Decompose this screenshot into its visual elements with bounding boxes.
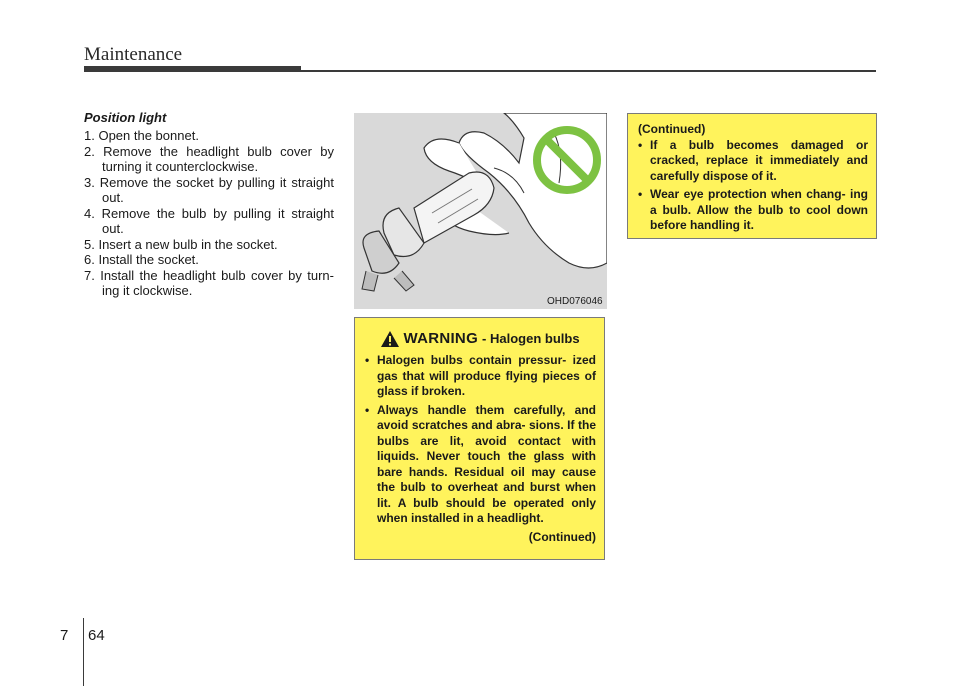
- continued-bullet: • If a bulb becomes damaged or cracked, replace it immediately and carefully dispose of it.: [638, 137, 868, 183]
- step-item: 6. Install the socket.: [84, 252, 199, 267]
- step-item: 5. Insert a new bulb in the socket.: [84, 236, 278, 252]
- warning-bullet: • Halogen bulbs contain pressur- ized gas that will produce flying pieces of glass if broken.: [365, 353, 596, 398]
- figure-code: OHD076046: [547, 296, 603, 307]
- step-item: 2. Remove the headlight bulb cover by turning it counterclockwise.: [84, 143, 334, 174]
- warning-continued-label: (Continued): [528, 529, 596, 544]
- continued-heading: (Continued): [638, 122, 706, 136]
- continued-warning-box: [627, 113, 877, 239]
- page-number: 64: [88, 627, 105, 644]
- prohibition-icon: [532, 125, 602, 195]
- header-rule-thin: [301, 70, 876, 72]
- warning-heading: [365, 330, 596, 347]
- page-header-title: Maintenance: [84, 44, 183, 65]
- header-rule-thick: [84, 66, 301, 72]
- warning-word: WARNING: [403, 330, 479, 347]
- step-item: 7. Install the headlight bulb cover by turn- ing it clockwise.: [84, 267, 334, 298]
- section-title: Position light: [84, 110, 167, 125]
- warning-subtitle: - Halogen bulbs: [482, 331, 580, 346]
- warning-bullet: • Always handle them carefully, and avoid scratches and abra- sions. If the bulbs are lit, avoid contact with liquids. Never touch the glass with bare hands. Residual oil may cause the bulb to overheat and burst when lit. A bulb should be operated only when installed in a headlight.: [365, 402, 596, 525]
- footer-divider: [83, 618, 84, 686]
- step-item: 3. Remove the socket by pulling it straight out.: [84, 174, 334, 205]
- steps-list: [84, 128, 334, 299]
- chapter-number: 7: [60, 627, 69, 644]
- step-item: 1. Open the bonnet.: [84, 128, 199, 143]
- halogen-bulb-illustration: [354, 113, 607, 309]
- step-item: 4. Remove the bulb by pulling it straight out.: [84, 205, 334, 236]
- warning-triangle-icon: [381, 331, 399, 347]
- continued-bullet: • Wear eye protection when chang- ing a bulb. Allow the bulb to cool down before handling it.: [638, 187, 868, 232]
- warning-box: [354, 317, 605, 560]
